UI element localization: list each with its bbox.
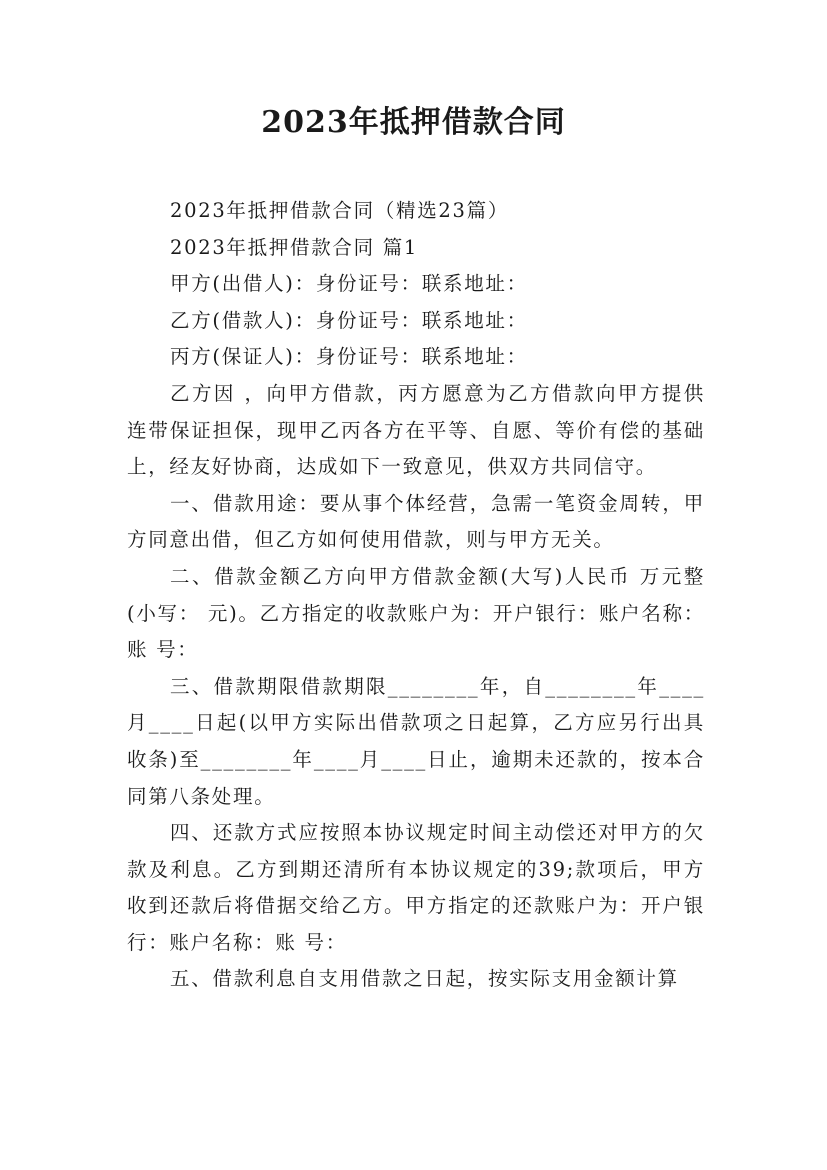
document-title: 2023年抵押借款合同	[261, 105, 566, 140]
clause-5-paragraph: 五、借款利息自支用借款之日起，按实际支用金额计算	[170, 967, 679, 991]
party-b-line: 乙方(借款人)：身份证号：联系地址：	[170, 308, 528, 332]
clause-1-paragraph: 一、借款用途：要从事个体经营，急需一笔资金周转，甲方同意出借，但乙方如何使用借款，则与甲方无关。	[127, 491, 705, 552]
clause-2-paragraph: 二、借款金额乙方向甲方借款金额(大写)人民币 万元整(小写： 元)。乙方指定的收款账户为：开户银行：账户名称：账 号：	[127, 564, 705, 662]
party-c-line: 丙方(保证人)：身份证号：联系地址：	[170, 345, 528, 369]
party-a-line: 甲方(出借人)：身份证号：联系地址：	[170, 272, 528, 296]
clause-3-paragraph: 三、借款期限借款期限________年，自________年____月____日起(以甲方实际出借款项之日起算，乙方应另行出具收条)至________年____月____日止，逾期未还款的，按本合同第八条处理。	[127, 674, 705, 808]
clause-4-paragraph: 四、还款方式应按照本协议规定时间主动偿还对甲方的欠款及利息。乙方到期还清所有本协议规定的39;款项后，甲方收到还款后将借据交给乙方。甲方指定的还款账户为：开户银行：账户名称：账 号：	[127, 821, 705, 954]
document-body	[127, 193, 705, 998]
subtitle-line: 2023年抵押借款合同（精选23篇）	[170, 199, 510, 222]
intro-paragraph: 乙方因 ，向甲方借款，丙方愿意为乙方借款向甲方提供连带保证担保，现甲乙丙各方在平等、自愿、等价有偿的基础上，经友好协商，达成如下一致意见，供双方共同信守。	[127, 381, 705, 479]
section-heading: 2023年抵押借款合同 篇1	[170, 235, 419, 259]
